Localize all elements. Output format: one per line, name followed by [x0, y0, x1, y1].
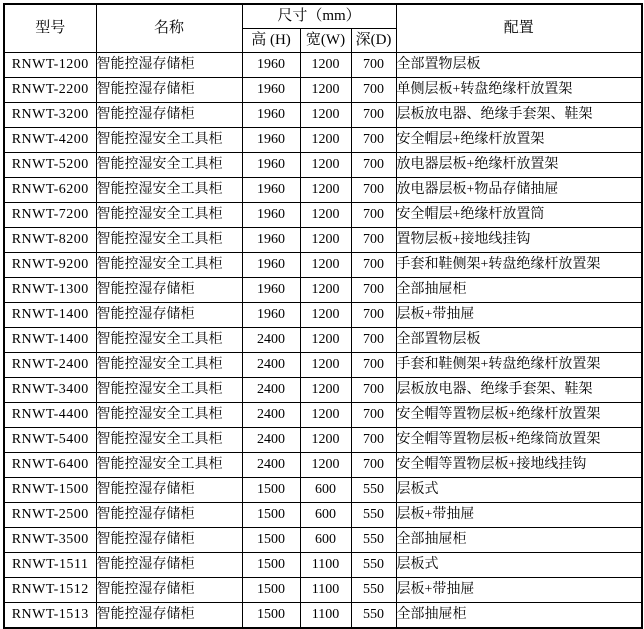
height-cell: 1960 [242, 178, 300, 203]
depth-cell: 700 [351, 253, 396, 278]
width-cell: 1200 [300, 153, 351, 178]
table-row [4, 178, 642, 203]
model-cell: RNWT-3200 [4, 103, 96, 128]
config-cell: 安全帽等置物层板+绝缘杆放置架 [396, 403, 642, 428]
config-cell: 安全帽层+绝缘杆放置筒 [396, 203, 642, 228]
table-row [4, 303, 642, 328]
config-cell: 全部置物层板 [396, 53, 642, 78]
table-header [4, 4, 642, 53]
config-cell: 安全帽等置物层板+绝缘筒放置架 [396, 428, 642, 453]
table-row [4, 478, 642, 503]
config-cell: 手套和鞋侧架+转盘绝缘杆放置架 [396, 353, 642, 378]
model-cell: RNWT-1300 [4, 278, 96, 303]
height-cell: 1960 [242, 78, 300, 103]
width-cell: 1200 [300, 228, 351, 253]
width-cell: 1100 [300, 553, 351, 578]
config-cell: 层板放电器、绝缘手套架、鞋架 [396, 378, 642, 403]
model-cell: RNWT-1512 [4, 578, 96, 603]
col-header-config: 配置 [396, 4, 642, 53]
spec-table [3, 3, 643, 629]
height-cell: 1960 [242, 53, 300, 78]
model-cell: RNWT-8200 [4, 228, 96, 253]
height-cell: 2400 [242, 403, 300, 428]
model-cell: RNWT-2500 [4, 503, 96, 528]
depth-cell: 700 [351, 78, 396, 103]
depth-cell: 700 [351, 103, 396, 128]
table-row [4, 328, 642, 353]
table-row [4, 253, 642, 278]
config-cell: 全部抽屉柜 [396, 603, 642, 629]
name-cell: 智能控湿存储柜 [96, 503, 242, 528]
col-header-height: 高 (H) [242, 29, 300, 53]
name-cell: 智能控湿安全工具柜 [96, 378, 242, 403]
model-cell: RNWT-9200 [4, 253, 96, 278]
width-cell: 1200 [300, 103, 351, 128]
width-cell: 1200 [300, 403, 351, 428]
col-header-name: 名称 [96, 4, 242, 53]
width-cell: 1200 [300, 178, 351, 203]
table-row [4, 428, 642, 453]
depth-cell: 700 [351, 228, 396, 253]
config-cell: 全部抽屉柜 [396, 278, 642, 303]
width-cell: 1200 [300, 278, 351, 303]
model-cell: RNWT-5200 [4, 153, 96, 178]
name-cell: 智能控湿安全工具柜 [96, 153, 242, 178]
depth-cell: 700 [351, 303, 396, 328]
name-cell: 智能控湿安全工具柜 [96, 453, 242, 478]
width-cell: 1200 [300, 128, 351, 153]
config-cell: 层板+带抽屉 [396, 303, 642, 328]
height-cell: 1960 [242, 228, 300, 253]
model-cell: RNWT-2400 [4, 353, 96, 378]
col-header-width: 宽(W) [300, 29, 351, 53]
config-cell: 层板放电器、绝缘手套架、鞋架 [396, 103, 642, 128]
depth-cell: 700 [351, 353, 396, 378]
table-row [4, 53, 642, 78]
width-cell: 1200 [300, 428, 351, 453]
table-row [4, 378, 642, 403]
table-row [4, 353, 642, 378]
table-row [4, 578, 642, 603]
height-cell: 2400 [242, 378, 300, 403]
name-cell: 智能控湿存储柜 [96, 103, 242, 128]
name-cell: 智能控湿安全工具柜 [96, 428, 242, 453]
depth-cell: 700 [351, 178, 396, 203]
name-cell: 智能控湿安全工具柜 [96, 203, 242, 228]
height-cell: 1960 [242, 253, 300, 278]
table-row [4, 203, 642, 228]
model-cell: RNWT-6400 [4, 453, 96, 478]
name-cell: 智能控湿存储柜 [96, 578, 242, 603]
model-cell: RNWT-3400 [4, 378, 96, 403]
table-row [4, 528, 642, 553]
name-cell: 智能控湿存储柜 [96, 603, 242, 629]
depth-cell: 700 [351, 428, 396, 453]
width-cell: 600 [300, 503, 351, 528]
table-row [4, 603, 642, 629]
height-cell: 1960 [242, 128, 300, 153]
width-cell: 600 [300, 478, 351, 503]
height-cell: 1960 [242, 203, 300, 228]
table-row [4, 553, 642, 578]
depth-cell: 700 [351, 378, 396, 403]
width-cell: 1200 [300, 303, 351, 328]
depth-cell: 700 [351, 153, 396, 178]
config-cell: 全部抽屉柜 [396, 528, 642, 553]
model-cell: RNWT-4200 [4, 128, 96, 153]
model-cell: RNWT-1511 [4, 553, 96, 578]
width-cell: 1200 [300, 203, 351, 228]
name-cell: 智能控湿安全工具柜 [96, 228, 242, 253]
name-cell: 智能控湿安全工具柜 [96, 253, 242, 278]
width-cell: 1100 [300, 603, 351, 629]
name-cell: 智能控湿存储柜 [96, 278, 242, 303]
config-cell: 安全帽等置物层板+接地线挂钩 [396, 453, 642, 478]
col-header-model: 型号 [4, 4, 96, 53]
table-row [4, 503, 642, 528]
height-cell: 1500 [242, 578, 300, 603]
name-cell: 智能控湿安全工具柜 [96, 403, 242, 428]
depth-cell: 700 [351, 203, 396, 228]
config-cell: 放电器层板+物品存储抽屉 [396, 178, 642, 203]
depth-cell: 550 [351, 528, 396, 553]
name-cell: 智能控湿存储柜 [96, 53, 242, 78]
width-cell: 1200 [300, 378, 351, 403]
name-cell: 智能控湿存储柜 [96, 478, 242, 503]
config-cell: 层板+带抽屉 [396, 503, 642, 528]
width-cell: 1200 [300, 53, 351, 78]
height-cell: 1960 [242, 153, 300, 178]
config-cell: 单侧层板+转盘绝缘杆放置架 [396, 78, 642, 103]
config-cell: 层板式 [396, 553, 642, 578]
col-header-depth: 深(D) [351, 29, 396, 53]
model-cell: RNWT-1400 [4, 328, 96, 353]
table-row [4, 228, 642, 253]
model-cell: RNWT-5400 [4, 428, 96, 453]
width-cell: 1100 [300, 578, 351, 603]
name-cell: 智能控湿存储柜 [96, 78, 242, 103]
width-cell: 1200 [300, 328, 351, 353]
height-cell: 1500 [242, 503, 300, 528]
config-cell: 置物层板+接地线挂钩 [396, 228, 642, 253]
width-cell: 1200 [300, 353, 351, 378]
name-cell: 智能控湿存储柜 [96, 528, 242, 553]
depth-cell: 550 [351, 603, 396, 629]
config-cell: 手套和鞋侧架+转盘绝缘杆放置架 [396, 253, 642, 278]
depth-cell: 550 [351, 578, 396, 603]
model-cell: RNWT-2200 [4, 78, 96, 103]
model-cell: RNWT-1200 [4, 53, 96, 78]
table-row [4, 403, 642, 428]
table-row [4, 103, 642, 128]
height-cell: 2400 [242, 353, 300, 378]
depth-cell: 700 [351, 278, 396, 303]
depth-cell: 550 [351, 553, 396, 578]
table-row [4, 153, 642, 178]
depth-cell: 550 [351, 478, 396, 503]
depth-cell: 700 [351, 453, 396, 478]
height-cell: 2400 [242, 428, 300, 453]
name-cell: 智能控湿存储柜 [96, 303, 242, 328]
model-cell: RNWT-4400 [4, 403, 96, 428]
height-cell: 1500 [242, 478, 300, 503]
config-cell: 层板式 [396, 478, 642, 503]
height-cell: 1960 [242, 103, 300, 128]
depth-cell: 700 [351, 53, 396, 78]
header-row-top [4, 4, 642, 29]
table-row [4, 128, 642, 153]
name-cell: 智能控湿安全工具柜 [96, 128, 242, 153]
config-cell: 安全帽层+绝缘杆放置架 [396, 128, 642, 153]
name-cell: 智能控湿安全工具柜 [96, 328, 242, 353]
table-body [4, 53, 642, 629]
model-cell: RNWT-7200 [4, 203, 96, 228]
depth-cell: 700 [351, 403, 396, 428]
config-cell: 全部置物层板 [396, 328, 642, 353]
depth-cell: 550 [351, 503, 396, 528]
height-cell: 1960 [242, 278, 300, 303]
model-cell: RNWT-1500 [4, 478, 96, 503]
height-cell: 1500 [242, 528, 300, 553]
table-row [4, 78, 642, 103]
table-row [4, 278, 642, 303]
height-cell: 2400 [242, 453, 300, 478]
depth-cell: 700 [351, 328, 396, 353]
depth-cell: 700 [351, 128, 396, 153]
height-cell: 2400 [242, 328, 300, 353]
col-header-size-group: 尺寸（mm） [242, 4, 396, 29]
name-cell: 智能控湿安全工具柜 [96, 353, 242, 378]
width-cell: 1200 [300, 78, 351, 103]
height-cell: 1500 [242, 553, 300, 578]
width-cell: 1200 [300, 253, 351, 278]
model-cell: RNWT-1513 [4, 603, 96, 629]
model-cell: RNWT-1400 [4, 303, 96, 328]
config-cell: 层板+带抽屉 [396, 578, 642, 603]
table-row [4, 453, 642, 478]
name-cell: 智能控湿安全工具柜 [96, 178, 242, 203]
width-cell: 600 [300, 528, 351, 553]
model-cell: RNWT-6200 [4, 178, 96, 203]
width-cell: 1200 [300, 453, 351, 478]
config-cell: 放电器层板+绝缘杆放置架 [396, 153, 642, 178]
height-cell: 1500 [242, 603, 300, 629]
model-cell: RNWT-3500 [4, 528, 96, 553]
name-cell: 智能控湿存储柜 [96, 553, 242, 578]
height-cell: 1960 [242, 303, 300, 328]
